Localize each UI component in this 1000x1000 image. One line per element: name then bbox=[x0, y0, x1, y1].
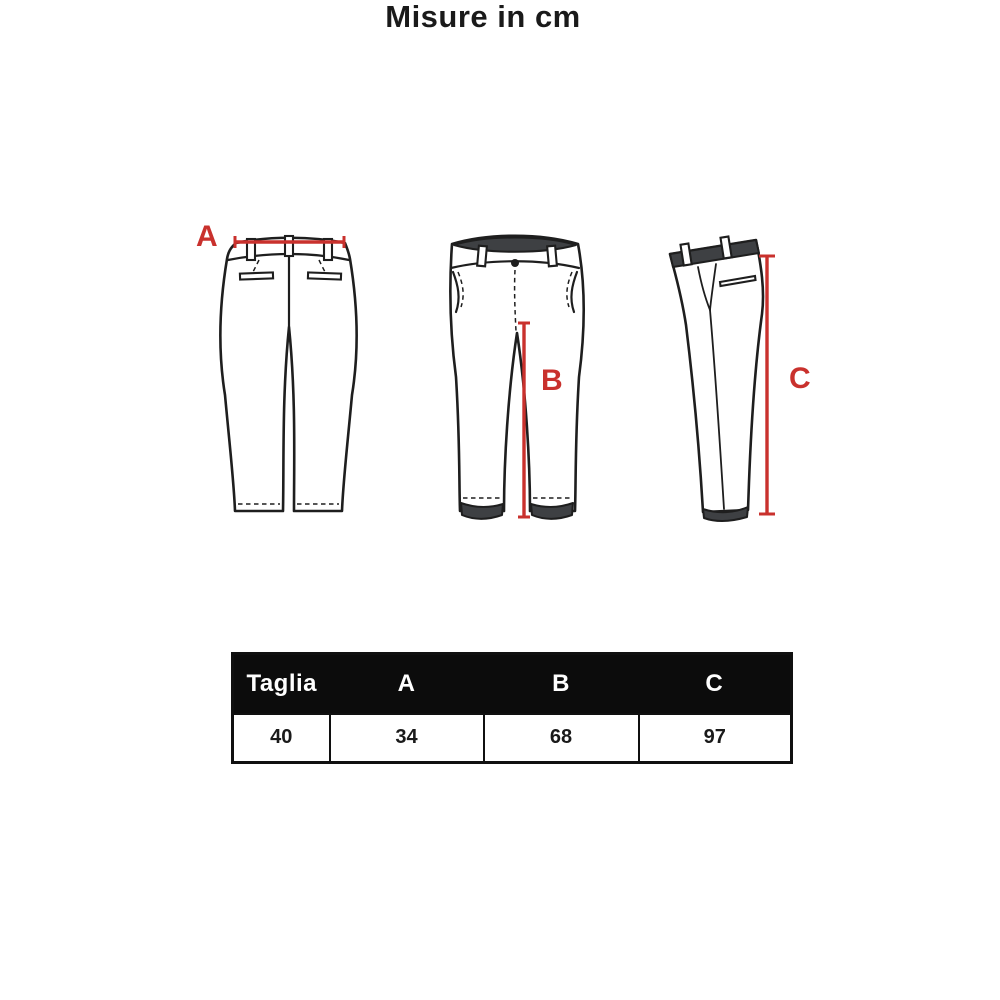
pants-front-view-drawing bbox=[444, 227, 586, 527]
cell-measure-a: 34 bbox=[330, 714, 484, 763]
measure-b-label: B bbox=[541, 364, 564, 397]
column-header-b: B bbox=[484, 654, 639, 714]
pants-side-view-drawing bbox=[658, 230, 770, 525]
measure-c-label: C bbox=[789, 362, 812, 395]
column-header-a: A bbox=[330, 654, 484, 714]
column-header-taglia: Taglia bbox=[233, 654, 330, 714]
size-table bbox=[231, 652, 793, 764]
pants-back-view-drawing bbox=[199, 227, 359, 527]
measure-a-arrow bbox=[232, 235, 347, 249]
size-table-header-row bbox=[233, 654, 792, 714]
size-table-row bbox=[233, 714, 792, 763]
waist-button bbox=[511, 259, 519, 267]
cell-size: 40 bbox=[233, 714, 330, 763]
column-header-c: C bbox=[639, 654, 792, 714]
cell-measure-c: 97 bbox=[639, 714, 792, 763]
cell-measure-b: 68 bbox=[484, 714, 639, 763]
measure-a-label: A bbox=[196, 220, 219, 253]
measure-c-line bbox=[758, 253, 776, 517]
page-title: Misure in cm bbox=[385, 0, 581, 34]
measure-b-line bbox=[517, 320, 531, 520]
